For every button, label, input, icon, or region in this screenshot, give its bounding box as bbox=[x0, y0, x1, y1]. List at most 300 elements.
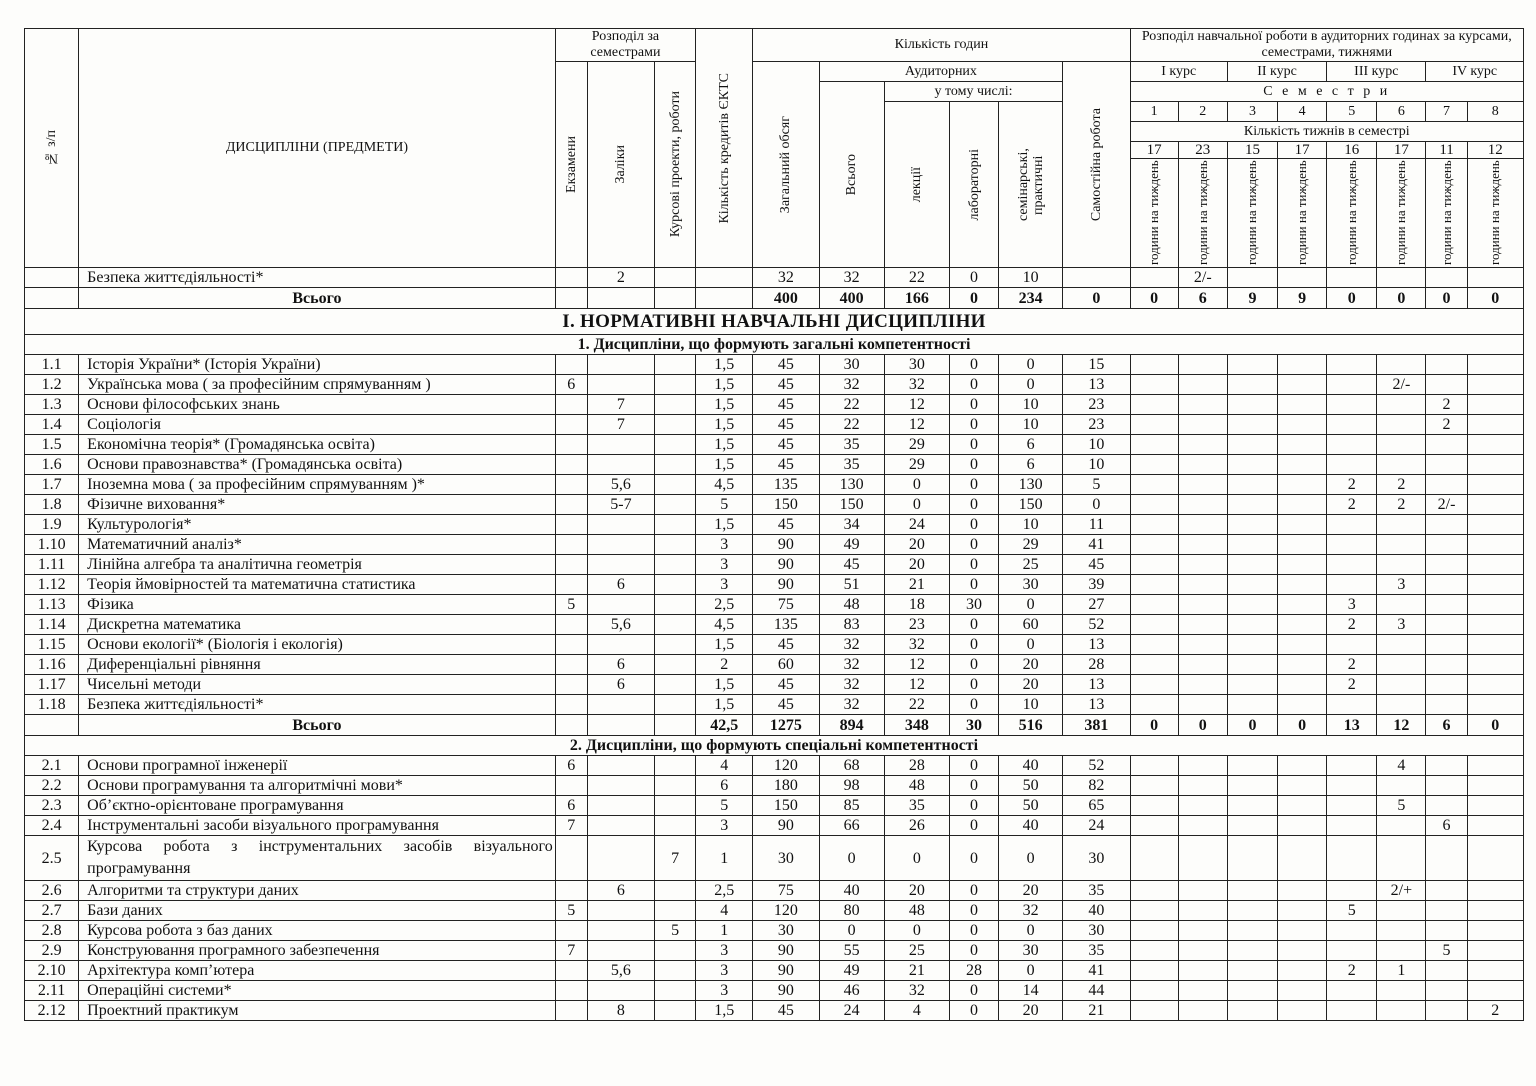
value-cell: 0 bbox=[949, 901, 998, 921]
total-value: 894 bbox=[819, 715, 884, 736]
value-cell: 150 bbox=[753, 796, 819, 816]
value-cell bbox=[1178, 941, 1227, 961]
value-cell: 32 bbox=[819, 695, 884, 715]
discipline-name: Безпека життєдіяльності* bbox=[79, 268, 556, 288]
value-cell: 8 bbox=[587, 1001, 654, 1021]
discipline-name: Історія України* (Історія України) bbox=[79, 355, 556, 375]
value-cell bbox=[1327, 881, 1377, 901]
hours-per-week-label: години на тиждень bbox=[1294, 160, 1310, 266]
value-cell: 4 bbox=[696, 756, 753, 776]
value-cell bbox=[1227, 881, 1277, 901]
section-heading bbox=[25, 309, 1524, 335]
value-cell bbox=[555, 675, 587, 695]
value-cell bbox=[1467, 961, 1523, 981]
value-cell: 30 bbox=[999, 575, 1063, 595]
value-cell: 65 bbox=[1063, 796, 1130, 816]
semester-week-cell bbox=[1178, 142, 1227, 268]
total-value: 0 bbox=[1426, 288, 1467, 309]
value-cell: 3 bbox=[696, 555, 753, 575]
value-cell bbox=[1467, 615, 1523, 635]
value-cell: 45 bbox=[753, 375, 819, 395]
semester-number: 7 bbox=[1426, 102, 1467, 122]
value-cell bbox=[1227, 655, 1277, 675]
value-cell: 0 bbox=[949, 515, 998, 535]
row-number: 1.7 bbox=[25, 475, 79, 495]
value-cell bbox=[1178, 435, 1227, 455]
value-cell bbox=[1327, 1001, 1377, 1021]
value-cell: 10 bbox=[999, 515, 1063, 535]
value-cell bbox=[1178, 375, 1227, 395]
value-cell: 22 bbox=[819, 415, 884, 435]
value-cell: 0 bbox=[949, 635, 998, 655]
value-cell: 5-7 bbox=[587, 495, 654, 515]
value-cell: 135 bbox=[753, 475, 819, 495]
value-cell: 28 bbox=[1063, 655, 1130, 675]
value-cell bbox=[1467, 575, 1523, 595]
value-cell bbox=[1130, 535, 1178, 555]
value-cell: 6 bbox=[555, 756, 587, 776]
value-cell: 20 bbox=[999, 881, 1063, 901]
value-cell bbox=[1377, 655, 1426, 675]
value-cell: 22 bbox=[884, 695, 949, 715]
total-value: 0 bbox=[1178, 715, 1227, 736]
discipline-name: Інструментальні засоби візуального програмування bbox=[79, 816, 556, 836]
value-cell: 45 bbox=[753, 435, 819, 455]
discipline-name: Економічна теорія* (Громадянська освіта) bbox=[79, 435, 556, 455]
discipline-name: Архітектура комп’ютера bbox=[79, 961, 556, 981]
table-row bbox=[25, 595, 1524, 615]
value-cell: 83 bbox=[819, 615, 884, 635]
value-cell: 130 bbox=[999, 475, 1063, 495]
value-cell: 27 bbox=[1063, 595, 1130, 615]
value-cell: 0 bbox=[999, 635, 1063, 655]
value-cell bbox=[1377, 675, 1426, 695]
total-value bbox=[587, 715, 654, 736]
auditory-header: Аудиторних bbox=[819, 62, 1063, 82]
value-cell: 0 bbox=[949, 981, 998, 1001]
value-cell: 2 bbox=[1377, 475, 1426, 495]
discipline-name: Проектний практикум bbox=[79, 1001, 556, 1021]
value-cell: 30 bbox=[753, 836, 819, 881]
value-cell: 32 bbox=[884, 375, 949, 395]
value-cell bbox=[1327, 635, 1377, 655]
value-cell bbox=[1227, 675, 1277, 695]
semester-number: 4 bbox=[1278, 102, 1327, 122]
value-cell bbox=[655, 635, 696, 655]
value-cell bbox=[555, 836, 587, 881]
value-cell bbox=[1227, 475, 1277, 495]
value-cell bbox=[1426, 695, 1467, 715]
value-cell bbox=[1227, 395, 1277, 415]
value-cell bbox=[655, 881, 696, 901]
value-cell: 48 bbox=[884, 776, 949, 796]
row-number: 2.11 bbox=[25, 981, 79, 1001]
value-cell: 0 bbox=[999, 375, 1063, 395]
value-cell bbox=[1426, 575, 1467, 595]
value-cell bbox=[555, 635, 587, 655]
value-cell: 5 bbox=[555, 901, 587, 921]
value-cell bbox=[1178, 756, 1227, 776]
value-cell bbox=[1130, 475, 1178, 495]
value-cell: 0 bbox=[949, 776, 998, 796]
value-cell bbox=[1467, 836, 1523, 881]
value-cell bbox=[1227, 961, 1277, 981]
discipline-name: Теорія ймовірностей та математична статистика bbox=[79, 575, 556, 595]
semester-distribution-header: Розподіл за семестрами bbox=[555, 29, 695, 62]
value-cell bbox=[1130, 816, 1178, 836]
value-cell bbox=[587, 796, 654, 816]
table-row bbox=[25, 981, 1524, 1001]
value-cell: 14 bbox=[999, 981, 1063, 1001]
value-cell bbox=[1063, 268, 1130, 288]
value-cell bbox=[1130, 415, 1178, 435]
value-cell: 4 bbox=[1377, 756, 1426, 776]
value-cell: 0 bbox=[949, 881, 998, 901]
value-cell bbox=[1178, 901, 1227, 921]
row-number: 2.8 bbox=[25, 921, 79, 941]
value-cell bbox=[1178, 961, 1227, 981]
row-number: 2.4 bbox=[25, 816, 79, 836]
row-number: 1.15 bbox=[25, 635, 79, 655]
value-cell: 0 bbox=[884, 475, 949, 495]
value-cell: 10 bbox=[999, 268, 1063, 288]
value-cell bbox=[1227, 776, 1277, 796]
table-row bbox=[25, 515, 1524, 535]
value-cell bbox=[1227, 695, 1277, 715]
value-cell bbox=[1426, 455, 1467, 475]
value-cell: 30 bbox=[949, 595, 998, 615]
course-3-header: III курс bbox=[1327, 62, 1426, 82]
value-cell bbox=[555, 1001, 587, 1021]
value-cell bbox=[1130, 675, 1178, 695]
value-cell: 1,5 bbox=[696, 375, 753, 395]
value-cell: 0 bbox=[819, 836, 884, 881]
row-number: 1.1 bbox=[25, 355, 79, 375]
table-row bbox=[25, 921, 1524, 941]
value-cell: 2 bbox=[696, 655, 753, 675]
ects-credits-header: Кількість кредитів ЄКТС bbox=[696, 29, 753, 268]
subsection-total-row bbox=[25, 715, 1524, 736]
value-cell bbox=[655, 535, 696, 555]
value-cell: 2 bbox=[1426, 395, 1467, 415]
value-cell: 85 bbox=[819, 796, 884, 816]
value-cell: 3 bbox=[1327, 595, 1377, 615]
value-cell: 98 bbox=[819, 776, 884, 796]
total-value: 42,5 bbox=[696, 715, 753, 736]
discipline-name: Безпека життєдіяльності* bbox=[79, 695, 556, 715]
value-cell: 80 bbox=[819, 901, 884, 921]
value-cell bbox=[1467, 901, 1523, 921]
hours-per-week-label: години на тиждень bbox=[1146, 160, 1162, 266]
value-cell: 5 bbox=[1063, 475, 1130, 495]
value-cell: 13 bbox=[1063, 375, 1130, 395]
discipline-name: Іноземна мова ( за професійним спрямуванням )* bbox=[79, 475, 556, 495]
value-cell bbox=[1278, 268, 1327, 288]
value-cell: 0 bbox=[949, 415, 998, 435]
value-cell bbox=[1130, 941, 1178, 961]
value-cell: 35 bbox=[884, 796, 949, 816]
value-cell bbox=[1227, 435, 1277, 455]
value-cell: 24 bbox=[819, 1001, 884, 1021]
value-cell bbox=[587, 981, 654, 1001]
value-cell bbox=[655, 695, 696, 715]
value-cell bbox=[1227, 836, 1277, 881]
value-cell bbox=[655, 575, 696, 595]
value-cell: 1,5 bbox=[696, 435, 753, 455]
value-cell bbox=[1426, 475, 1467, 495]
value-cell bbox=[1377, 515, 1426, 535]
table-header bbox=[25, 29, 1524, 268]
value-cell: 20 bbox=[884, 881, 949, 901]
value-cell bbox=[587, 355, 654, 375]
value-cell bbox=[1426, 881, 1467, 901]
value-cell bbox=[1227, 981, 1277, 1001]
value-cell: 0 bbox=[999, 961, 1063, 981]
value-cell: 0 bbox=[949, 495, 998, 515]
value-cell: 45 bbox=[753, 695, 819, 715]
total-value: 0 bbox=[1227, 715, 1277, 736]
value-cell: 20 bbox=[884, 535, 949, 555]
value-cell: 30 bbox=[753, 921, 819, 941]
value-cell: 45 bbox=[753, 675, 819, 695]
value-cell: 2 bbox=[1327, 961, 1377, 981]
value-cell bbox=[1278, 575, 1327, 595]
value-cell: 68 bbox=[819, 756, 884, 776]
value-cell: 35 bbox=[1063, 941, 1130, 961]
value-cell: 5 bbox=[555, 595, 587, 615]
value-cell: 2/- bbox=[1426, 495, 1467, 515]
value-cell: 2 bbox=[1327, 655, 1377, 675]
value-cell bbox=[587, 555, 654, 575]
value-cell bbox=[1227, 756, 1277, 776]
value-cell bbox=[1178, 355, 1227, 375]
value-cell bbox=[555, 475, 587, 495]
value-cell: 21 bbox=[884, 961, 949, 981]
value-cell bbox=[555, 455, 587, 475]
value-cell bbox=[1178, 635, 1227, 655]
top-total-row bbox=[25, 288, 1524, 309]
value-cell bbox=[1178, 515, 1227, 535]
value-cell: 0 bbox=[949, 695, 998, 715]
value-cell bbox=[1178, 575, 1227, 595]
total-value: 6 bbox=[1178, 288, 1227, 309]
value-cell bbox=[1327, 981, 1377, 1001]
value-cell bbox=[1467, 435, 1523, 455]
value-cell: 32 bbox=[819, 375, 884, 395]
value-cell bbox=[587, 816, 654, 836]
value-cell: 49 bbox=[819, 535, 884, 555]
value-cell bbox=[1178, 675, 1227, 695]
value-cell bbox=[1467, 475, 1523, 495]
total-volume-header: Загальний обсяг bbox=[753, 62, 819, 268]
value-cell bbox=[1278, 395, 1327, 415]
total-value: 0 bbox=[1467, 288, 1523, 309]
table-row bbox=[25, 796, 1524, 816]
value-cell: 0 bbox=[949, 941, 998, 961]
value-cell: 90 bbox=[753, 535, 819, 555]
value-cell bbox=[1278, 495, 1327, 515]
row-number: 2.1 bbox=[25, 756, 79, 776]
semester-week-cell bbox=[1278, 142, 1327, 268]
total-value: 9 bbox=[1278, 288, 1327, 309]
lectures-header: лекції bbox=[884, 102, 949, 268]
value-cell bbox=[1130, 268, 1178, 288]
value-cell: 120 bbox=[753, 901, 819, 921]
value-cell: 3 bbox=[1377, 575, 1426, 595]
table-row bbox=[25, 1001, 1524, 1021]
value-cell bbox=[555, 515, 587, 535]
all-auditory-header: Всього bbox=[819, 82, 884, 268]
discipline-name: Чисельні методи bbox=[79, 675, 556, 695]
value-cell: 0 bbox=[949, 615, 998, 635]
row-number: 2.9 bbox=[25, 941, 79, 961]
value-cell bbox=[1327, 375, 1377, 395]
value-cell bbox=[1467, 395, 1523, 415]
value-cell bbox=[1327, 941, 1377, 961]
discipline-name: Основи програмування та алгоритмічні мови* bbox=[79, 776, 556, 796]
value-cell bbox=[1278, 655, 1327, 675]
value-cell: 4,5 bbox=[696, 615, 753, 635]
value-cell bbox=[1227, 355, 1277, 375]
disciplines-header: ДИСЦИПЛІНИ (ПРЕДМЕТИ) bbox=[79, 29, 556, 268]
table-row bbox=[25, 635, 1524, 655]
value-cell bbox=[1467, 881, 1523, 901]
hours-per-week-label: години на тиждень bbox=[1438, 160, 1454, 266]
value-cell bbox=[1130, 515, 1178, 535]
course-4-header: IV курс bbox=[1426, 62, 1524, 82]
value-cell bbox=[555, 555, 587, 575]
value-cell bbox=[1278, 355, 1327, 375]
value-cell: 3 bbox=[696, 575, 753, 595]
value-cell bbox=[1178, 836, 1227, 881]
value-cell bbox=[1377, 415, 1426, 435]
value-cell bbox=[1227, 455, 1277, 475]
value-cell: 13 bbox=[1063, 675, 1130, 695]
value-cell bbox=[1130, 375, 1178, 395]
section-heading-title: І. НОРМАТИВНІ НАВЧАЛЬНІ ДИСЦИПЛІНИ bbox=[25, 309, 1524, 335]
value-cell bbox=[1178, 395, 1227, 415]
discipline-name: Дискретна математика bbox=[79, 615, 556, 635]
value-cell bbox=[587, 836, 654, 881]
value-cell: 180 bbox=[753, 776, 819, 796]
discipline-name: Конструювання програмного забезпечення bbox=[79, 941, 556, 961]
value-cell: 45 bbox=[753, 355, 819, 375]
value-cell: 40 bbox=[999, 756, 1063, 776]
value-cell bbox=[655, 961, 696, 981]
discipline-name: Основи правознавства* (Громадянська освіта) bbox=[79, 455, 556, 475]
value-cell bbox=[1327, 535, 1377, 555]
row-number: 1.4 bbox=[25, 415, 79, 435]
value-cell bbox=[555, 355, 587, 375]
hours-per-week-label: години на тиждень bbox=[1487, 160, 1503, 266]
semester-number: 1 bbox=[1130, 102, 1178, 122]
value-cell bbox=[655, 796, 696, 816]
value-cell bbox=[1178, 921, 1227, 941]
value-cell bbox=[1377, 1001, 1426, 1021]
value-cell bbox=[587, 941, 654, 961]
value-cell: 4 bbox=[696, 901, 753, 921]
value-cell bbox=[1227, 375, 1277, 395]
value-cell: 55 bbox=[819, 941, 884, 961]
row-number: 1.17 bbox=[25, 675, 79, 695]
value-cell bbox=[1327, 695, 1377, 715]
value-cell bbox=[1178, 615, 1227, 635]
value-cell: 0 bbox=[949, 355, 998, 375]
value-cell bbox=[655, 475, 696, 495]
value-cell bbox=[1426, 375, 1467, 395]
value-cell: 23 bbox=[884, 615, 949, 635]
value-cell: 10 bbox=[999, 415, 1063, 435]
total-label: Всього bbox=[79, 288, 556, 309]
value-cell: 150 bbox=[753, 495, 819, 515]
total-value: 0 bbox=[1467, 715, 1523, 736]
discipline-name: Фізика bbox=[79, 595, 556, 615]
value-cell: 2 bbox=[1377, 495, 1426, 515]
row-number: 1.8 bbox=[25, 495, 79, 515]
table-row bbox=[25, 495, 1524, 515]
value-cell: 3 bbox=[1377, 615, 1426, 635]
value-cell bbox=[555, 655, 587, 675]
value-cell: 2/- bbox=[1178, 268, 1227, 288]
value-cell bbox=[1377, 981, 1426, 1001]
value-cell bbox=[1327, 756, 1377, 776]
value-cell: 44 bbox=[1063, 981, 1130, 1001]
value-cell bbox=[655, 655, 696, 675]
value-cell bbox=[1178, 776, 1227, 796]
value-cell: 150 bbox=[999, 495, 1063, 515]
value-cell: 5 bbox=[696, 796, 753, 816]
total-value: 381 bbox=[1063, 715, 1130, 736]
value-cell: 35 bbox=[1063, 881, 1130, 901]
value-cell bbox=[1130, 1001, 1178, 1021]
value-cell: 2 bbox=[1327, 475, 1377, 495]
value-cell: 130 bbox=[819, 475, 884, 495]
value-cell bbox=[1227, 615, 1277, 635]
value-cell bbox=[587, 921, 654, 941]
value-cell: 39 bbox=[1063, 575, 1130, 595]
value-cell: 0 bbox=[949, 435, 998, 455]
value-cell: 40 bbox=[1063, 901, 1130, 921]
value-cell: 22 bbox=[884, 268, 949, 288]
value-cell: 1,5 bbox=[696, 1001, 753, 1021]
value-cell bbox=[1130, 756, 1178, 776]
total-value: 0 bbox=[1130, 288, 1178, 309]
value-cell bbox=[1467, 515, 1523, 535]
subsection-heading-title: 2. Дисципліни, що формують спеціальні компетентності bbox=[25, 736, 1524, 756]
value-cell: 5 bbox=[655, 921, 696, 941]
total-value: 166 bbox=[884, 288, 949, 309]
row-number: 1.9 bbox=[25, 515, 79, 535]
table-row bbox=[25, 395, 1524, 415]
value-cell: 0 bbox=[949, 796, 998, 816]
discipline-name: Алгоритми та структури даних bbox=[79, 881, 556, 901]
total-value: 348 bbox=[884, 715, 949, 736]
value-cell bbox=[1278, 836, 1327, 881]
value-cell: 32 bbox=[884, 981, 949, 1001]
value-cell bbox=[587, 635, 654, 655]
week-count: 12 bbox=[1468, 142, 1523, 159]
value-cell: 46 bbox=[819, 981, 884, 1001]
value-cell: 0 bbox=[949, 816, 998, 836]
value-cell: 32 bbox=[999, 901, 1063, 921]
value-cell: 12 bbox=[884, 415, 949, 435]
row-number: 1.11 bbox=[25, 555, 79, 575]
value-cell: 2/+ bbox=[1377, 881, 1426, 901]
value-cell: 2,5 bbox=[696, 595, 753, 615]
total-value bbox=[555, 288, 587, 309]
value-cell: 3 bbox=[696, 816, 753, 836]
value-cell bbox=[1278, 921, 1327, 941]
